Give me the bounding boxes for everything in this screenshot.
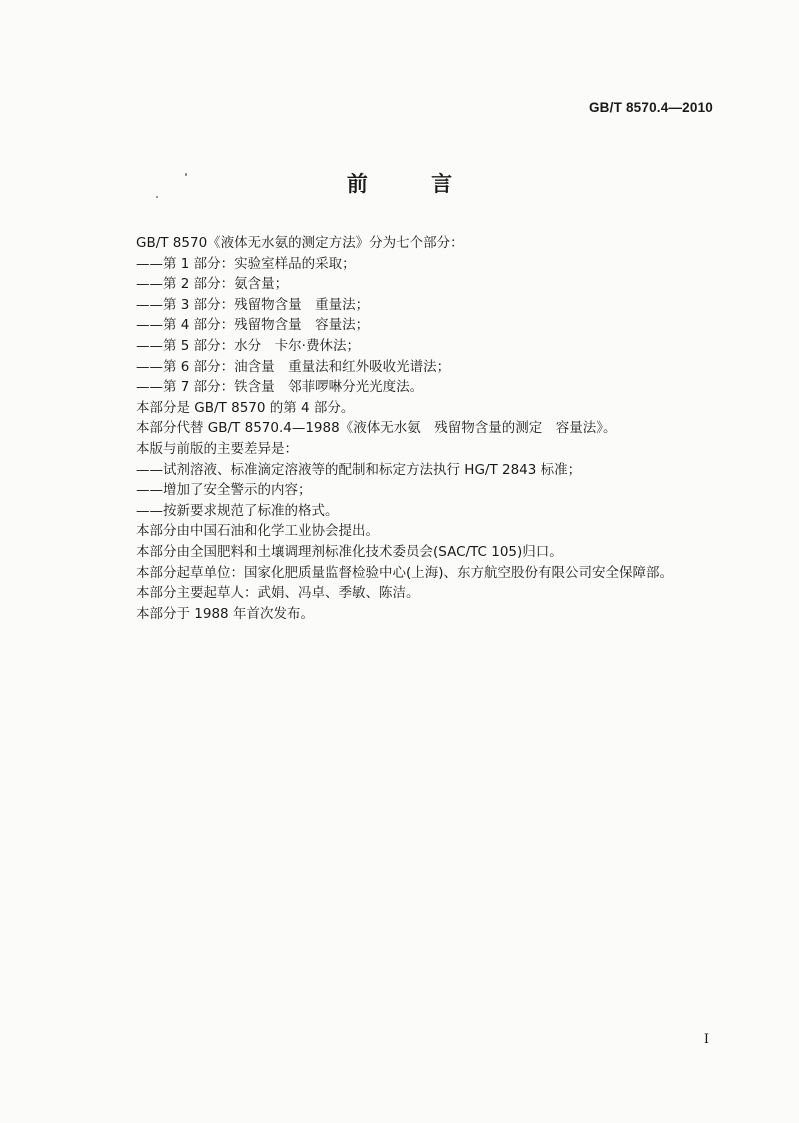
page-number: I	[703, 1032, 709, 1047]
list-item: ——第 1 部分：实验室样品的采取；	[136, 255, 356, 272]
list-item: ——第 4 部分：残留物含量 容量法；	[136, 317, 370, 334]
paragraph-line: 本部分代替 GB/T 8570.4—1988《液体无水氨 残留物含量的测定 容量法》。	[136, 420, 617, 437]
foreword-body	[136, 233, 736, 624]
list-item: ——第 7 部分：铁含量 邻菲啰啉分光光度法。	[136, 379, 424, 396]
list-item: ——第 5 部分：水分 卡尔·费休法；	[136, 337, 360, 354]
paragraph-line: 本部分主要起草人：武娟、冯卓、季敏、陈洁。	[136, 585, 420, 602]
list-item: ——第 3 部分：残留物含量 重量法；	[136, 296, 370, 313]
paragraph-line: 本部分是 GB/T 8570 的第 4 部分。	[136, 399, 355, 416]
paragraph-line: 本部分由全国肥料和土壤调理剂标准化技术委员会(SAC/TC 105)归口。	[136, 543, 563, 560]
paragraph-line: 本部分由中国石油和化学工业协会提出。	[136, 523, 379, 540]
page-title: 前 言	[346, 172, 481, 196]
list-item: ——按新要求规范了标准的格式。	[136, 502, 339, 519]
list-item: ——第 2 部分：氨含量；	[136, 276, 289, 293]
standard-code: GB/T 8570.4—2010	[588, 100, 713, 115]
list-item: ——试剂溶液、标准滴定溶液等的配制和标定方法执行 HG/T 2843 标准；	[136, 461, 582, 478]
scan-speck	[185, 173, 187, 176]
paragraph-line: 本版与前版的主要差异是：	[136, 440, 298, 457]
paragraph-line: 本部分起草单位：国家化肥质量监督检验中心(上海)、东方航空股份有限公司安全保障部。	[136, 564, 674, 581]
paragraph-line: 本部分于 1988 年首次发布。	[136, 605, 314, 622]
scan-speck	[156, 196, 158, 198]
list-item: ——第 6 部分：油含量 重量法和红外吸收光谱法；	[136, 358, 451, 375]
list-item: ——增加了安全警示的内容；	[136, 482, 312, 499]
paragraph-line: GB/T 8570《液体无水氨的测定方法》分为七个部分：	[136, 235, 464, 251]
